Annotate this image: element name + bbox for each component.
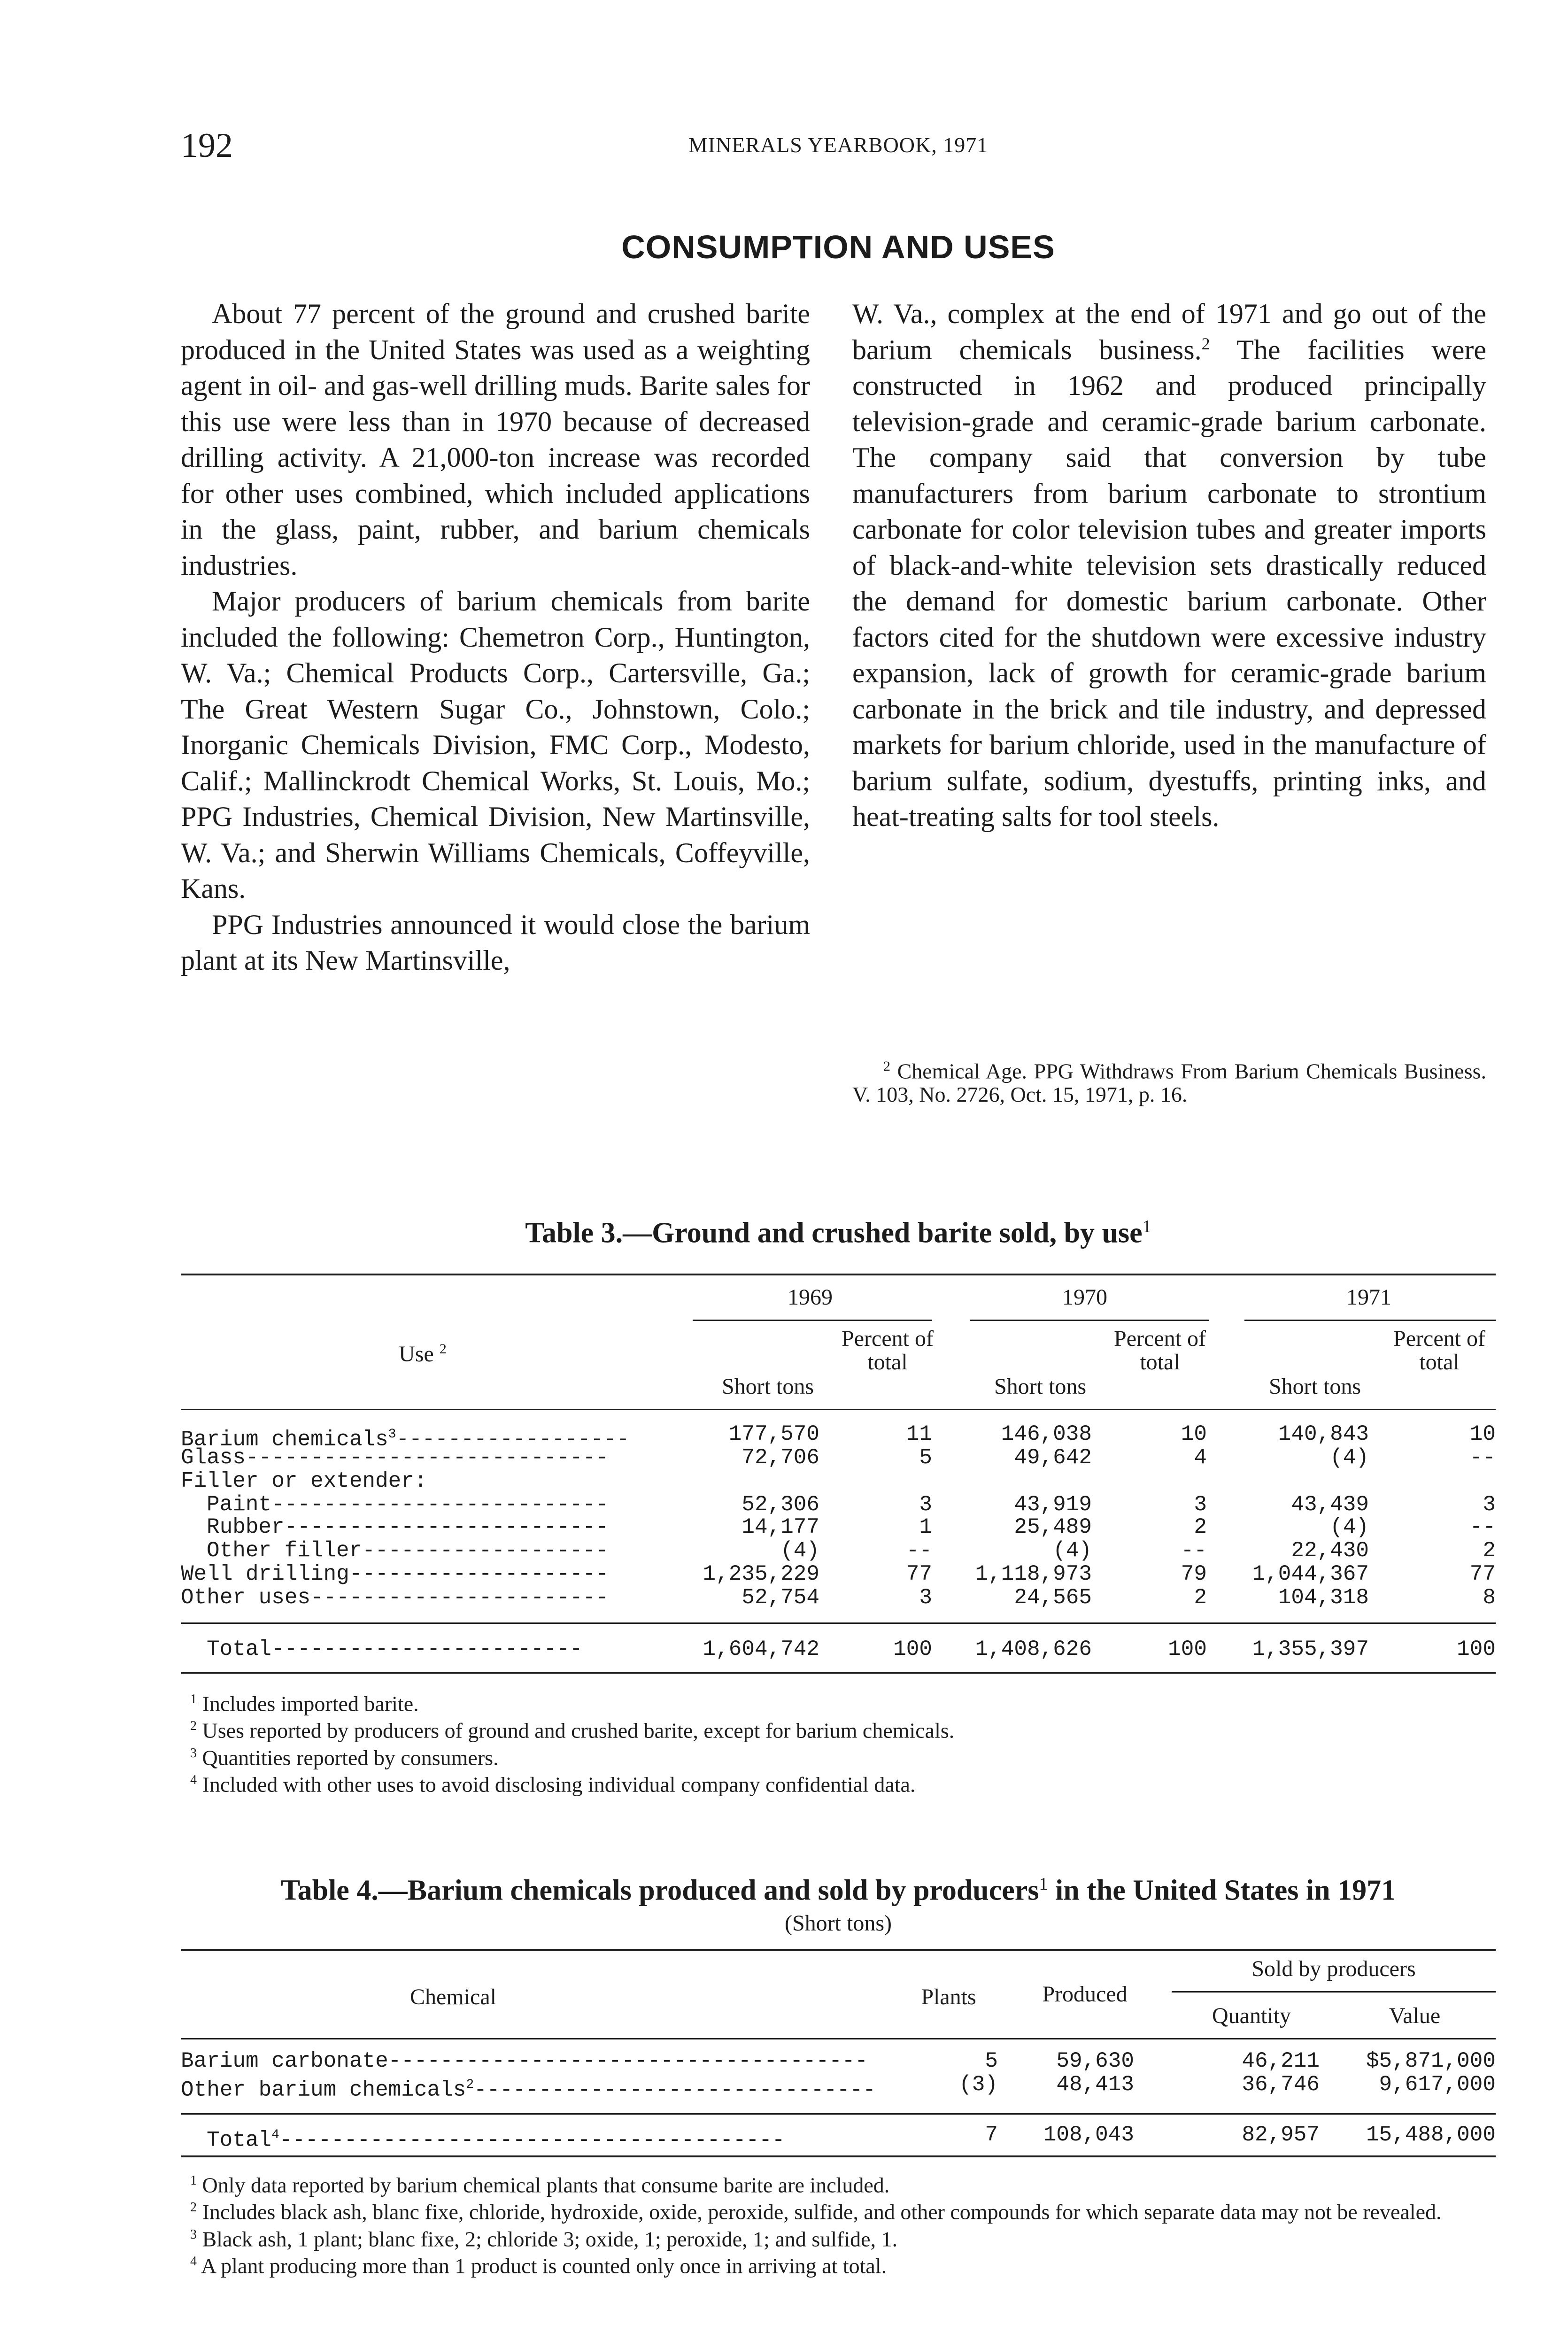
note-text: Included with other uses to avoid disclosing individual company confidential data. xyxy=(197,1772,916,1797)
table3-cell: -- xyxy=(1469,1515,1496,1539)
row-label-text: Other barium chemicals xyxy=(181,2078,466,2102)
table3-cell: 11 xyxy=(906,1422,932,1446)
note-mark: 1 xyxy=(190,2173,197,2188)
table3-year-1971: 1971 xyxy=(1346,1285,1391,1310)
row-leader-dots: -------------------------- xyxy=(271,1492,609,1517)
table3-cell: 2 xyxy=(1194,1585,1207,1610)
table3-row-label xyxy=(207,1516,609,1539)
row-label-text: Total xyxy=(207,1637,272,1661)
table3-cell: 25,489 xyxy=(1014,1515,1092,1539)
table4-cell: 59,630 xyxy=(1056,2049,1134,2073)
paragraph-consumption: About 77 percent of the ground and crushed barite produced in the United States was used as a weighting agent in oil- and gas-well drilling muds. Barite sales for this use were less than in 1970 because of decreased drilling activity. A 21,000-ton increase was recorded for other uses combined, which included applications in the glass, paint, rubber, and barium chemicals industries. xyxy=(181,298,810,581)
table3-use-header xyxy=(329,1337,517,1366)
table3-total-rule xyxy=(181,1622,1496,1624)
row-leader-dots: ------------------ xyxy=(396,1427,630,1452)
section-title: CONSUMPTION AND USES xyxy=(621,229,1055,265)
table4-caption-ref: 1 xyxy=(1039,1874,1048,1894)
table4-cell: 46,211 xyxy=(1242,2049,1320,2073)
paragraph-ppg-continued xyxy=(852,296,1486,835)
note-text: A plant producing more than 1 product is counted only once in arriving at total. xyxy=(197,2254,887,2278)
table3-note xyxy=(181,1769,1496,1796)
row-label-text: Rubber xyxy=(207,1515,285,1539)
paragraph-ppg: PPG Industries announced it would close the barium plant at its New Martinsville, xyxy=(181,909,810,976)
table3-rule-1970 xyxy=(970,1320,1209,1321)
table3-cell: 52,754 xyxy=(742,1585,819,1610)
table4-total-cell: 82,957 xyxy=(1242,2123,1320,2147)
note-mark: 3 xyxy=(190,1746,197,1761)
row-leader-dots: ----------------------- xyxy=(310,1585,609,1610)
table4-cell: 5 xyxy=(985,2049,998,2073)
table3-rule-1971 xyxy=(1244,1320,1496,1321)
table4-sold-rule xyxy=(1172,1991,1496,1993)
note-text: Black ash, 1 plant; blanc fixe, 2; chloride 3; oxide, 1; peroxide, 1; and sulfide, 1. xyxy=(197,2226,898,2251)
row-leader-dots: ------------------------- xyxy=(284,1515,609,1539)
paragraph-ppg-text-b: The facilities were constructed in 1962 and produced principally television-grade and ceramic-grade barium carbonate. The company said that conversion by tube manufacturers from barium carbonate to strontium carbonate for color television tubes and greater imports of black-and-white television sets drastically reduced the demand for domestic barium carbonate. Other factors cited for the shutdown were excessive industry expansion, lack of growth for ceramic-grade barium carbonate in the brick and tile industry, and depressed markets for barium chloride, used in the manufacture of barium sulfate, sodium, dyestuffs, printing inks, and heat-treating salts for tool steels. xyxy=(852,334,1487,832)
page-header: MINERALS YEARBOOK, 1971 xyxy=(688,133,989,157)
table3-cell: 77 xyxy=(1469,1562,1496,1586)
table3-notes xyxy=(181,1688,1496,1796)
table4-notes xyxy=(181,2170,1496,2277)
note-text: Uses reported by producers of ground and crushed barite, except for barium chemicals. xyxy=(197,1718,955,1743)
footnote-chemical-age xyxy=(852,1055,1486,1106)
table4-cell: 48,413 xyxy=(1056,2072,1134,2097)
row-label-text: Well drilling xyxy=(181,1562,349,1586)
table3-cell: 52,306 xyxy=(742,1492,819,1517)
table4-plants-header: Plants xyxy=(921,1985,976,2009)
table4-note xyxy=(181,2196,1496,2223)
table3-short-tons-1971: Short tons xyxy=(1268,1374,1361,1399)
table4-produced-header: Produced xyxy=(1042,1982,1128,2007)
table3-cell: 177,570 xyxy=(728,1422,819,1446)
body-column-right xyxy=(852,296,1486,835)
table3-top-rule xyxy=(181,1274,1496,1275)
table3-percent-1971: Percent of total xyxy=(1393,1326,1485,1375)
table3-cell: 77 xyxy=(906,1562,932,1586)
table3-total-cell: 100 xyxy=(893,1637,932,1661)
note-text: Includes imported barite. xyxy=(197,1691,419,1716)
table4-header-rule xyxy=(181,2038,1496,2039)
body-column-left xyxy=(181,296,810,979)
table3-year-1969: 1969 xyxy=(788,1285,833,1310)
table4-quantity-header: Quantity xyxy=(1212,2003,1291,2028)
table4-cell: (3) xyxy=(959,2072,998,2097)
table4-bottom-rule xyxy=(181,2155,1496,2157)
row-leader-dots: ------------------------------- xyxy=(474,2078,876,2102)
table3-use-header-text: Use xyxy=(399,1342,434,1367)
table3-cell: 3 xyxy=(919,1585,932,1610)
table3-total-cell: 1,604,742 xyxy=(703,1637,819,1661)
table3-cell: -- xyxy=(906,1538,932,1563)
table3-percent-1969: Percent of total xyxy=(842,1326,934,1375)
table3-cell: 1,235,229 xyxy=(703,1562,819,1586)
table3-total-label xyxy=(207,1638,583,1661)
table3-short-tons-1970: Short tons xyxy=(994,1374,1087,1399)
note-mark: 4 xyxy=(190,1772,197,1787)
table4-cell: 36,746 xyxy=(1242,2072,1320,2097)
table4-total-cell: 7 xyxy=(985,2123,998,2147)
table3-cell: 1,044,367 xyxy=(1252,1562,1369,1586)
table4-cell: 9,617,000 xyxy=(1379,2072,1496,2097)
table4-total-label xyxy=(207,2124,785,2152)
table4-note xyxy=(181,2224,1496,2250)
note-text: Only data reported by barium chemical plants that consume barite are included. xyxy=(197,2173,890,2197)
table3-cell: (4) xyxy=(1330,1445,1369,1470)
note-mark: 4 xyxy=(190,2254,197,2269)
table3-cell: 72,706 xyxy=(742,1445,819,1470)
table4-value-header: Value xyxy=(1389,2003,1441,2028)
note-text: Includes black ash, blanc fixe, chloride, hydroxide, oxide, peroxide, sulfide, and other compounds for which separate data may not be revealed. xyxy=(197,2200,1442,2224)
table4-total-cell: 15,488,000 xyxy=(1366,2123,1496,2147)
table3-cell: 3 xyxy=(919,1492,932,1517)
table3-cell: -- xyxy=(1469,1445,1496,1470)
table3-cell: 146,038 xyxy=(1001,1422,1092,1446)
table4-caption-tail: in the United States in 1971 xyxy=(1048,1874,1396,1907)
table3-cell: 140,843 xyxy=(1278,1422,1369,1446)
table3-cell: 1,118,973 xyxy=(975,1562,1092,1586)
table4-caption-text: Table 4.—Barium chemicals produced and sold by producers xyxy=(280,1874,1039,1907)
row-leader-dots: ---------------------------- xyxy=(246,1445,609,1470)
table3-total-cell: 1,355,397 xyxy=(1252,1637,1369,1661)
row-label-text: Barium carbonate xyxy=(181,2049,388,2073)
row-label-text: Paint xyxy=(207,1492,272,1517)
table4-top-rule xyxy=(181,1949,1496,1951)
table3-total-cell: 1,408,626 xyxy=(975,1637,1092,1661)
footnote-ref: 2 xyxy=(1201,334,1210,353)
table4-total-cell: 108,043 xyxy=(1043,2123,1134,2147)
row-label-text: Filler or extender: xyxy=(181,1469,427,1493)
table3-rule-1969 xyxy=(693,1320,932,1321)
table3-cell: 1 xyxy=(919,1515,932,1539)
table4-caption xyxy=(181,1874,1496,1936)
row-leader-dots: -------------------- xyxy=(349,1562,609,1586)
row-label-text: Other filler xyxy=(207,1538,363,1563)
table3-bottom-rule xyxy=(181,1672,1496,1674)
table4-row-label xyxy=(181,2073,876,2101)
running-head xyxy=(181,126,1496,168)
table3-cell: 2 xyxy=(1483,1538,1496,1563)
table3-total-cell: 100 xyxy=(1168,1637,1207,1661)
table3-cell: 22,430 xyxy=(1291,1538,1369,1563)
table3-cell: 49,642 xyxy=(1014,1445,1092,1470)
table3-row-label xyxy=(181,1586,609,1609)
paragraph-producers: Major producers of barium chemicals from barite included the following: Chemetron Corp., Huntington, W. Va.; Chemical Products Corp., Cartersville, Ga.; The Great Western Sugar Co., Johnstown, Colo.; Inorganic Chemicals Division, FMC Corp., Modesto, Calif.; Mallinckrodt Chemical Works, St. Louis, Mo.; PPG Industries, Chemical Division, New Martinsville, W. Va.; and Sherwin Williams Chemicals, Coffeyville, Kans. xyxy=(181,586,810,904)
table3-cell: 3 xyxy=(1483,1492,1496,1517)
table3-use-header-ref: 2 xyxy=(439,1341,447,1357)
table3-short-tons-1969: Short tons xyxy=(721,1374,814,1399)
row-label-ref: 3 xyxy=(388,1427,396,1442)
table3-note xyxy=(181,1688,1496,1715)
footnote-mark: 2 xyxy=(883,1058,890,1074)
row-label-text: Glass xyxy=(181,1445,246,1470)
table4-total-rule xyxy=(181,2113,1496,2115)
row-label-ref: 2 xyxy=(466,2078,474,2092)
table3-cell: 10 xyxy=(1469,1422,1496,1446)
table3-cell: 43,919 xyxy=(1014,1492,1092,1517)
table3-cell: 79 xyxy=(1181,1562,1207,1586)
table3-caption-ref: 1 xyxy=(1142,1217,1151,1236)
table3-caption xyxy=(181,1216,1496,1250)
paragraph-ppg-text-a: W. Va., complex at the end of 1971 and go out of the barium chemicals business. xyxy=(852,298,1486,365)
table4-cell: $5,871,000 xyxy=(1366,2049,1496,2073)
table4-row-label xyxy=(181,2050,868,2073)
table3-percent-1970: Percent of total xyxy=(1114,1326,1206,1375)
table3-cell: 104,318 xyxy=(1278,1585,1369,1610)
row-label-text: Barium chemicals xyxy=(181,1427,388,1452)
table4-note xyxy=(181,2170,1496,2196)
note-mark: 3 xyxy=(190,2227,197,2242)
table3-cell: -- xyxy=(1181,1538,1207,1563)
table3-row-label xyxy=(181,1563,609,1586)
table3-cell: 3 xyxy=(1194,1492,1207,1517)
row-leader-dots: ------------------------------------- xyxy=(388,2049,868,2073)
row-label-text: Total xyxy=(207,2128,272,2153)
row-leader-dots: ------------------------ xyxy=(271,1637,583,1661)
note-mark: 2 xyxy=(190,2200,197,2215)
page-number: 192 xyxy=(181,126,233,165)
table3-year-1970: 1970 xyxy=(1062,1285,1107,1310)
row-label-text: Other uses xyxy=(181,1585,311,1610)
table3-cell: (4) xyxy=(1330,1515,1369,1539)
footnote-text: Chemical Age. PPG Withdraws From Barium Chemicals Business. V. 103, No. 2726, Oct. 15, 1971, p. 16. xyxy=(852,1059,1486,1107)
table3-row-label xyxy=(181,1470,427,1493)
table3-cell: 4 xyxy=(1194,1445,1207,1470)
note-mark: 2 xyxy=(190,1719,197,1734)
row-leader-dots: --------------------------------------- xyxy=(279,2128,785,2153)
table3-cell: 2 xyxy=(1194,1515,1207,1539)
row-leader-dots: ------------------- xyxy=(362,1538,609,1563)
table3-note xyxy=(181,1715,1496,1742)
table4-chemical-header: Chemical xyxy=(410,1985,496,2009)
table3-row-label xyxy=(207,1493,609,1516)
table3-caption-text: Table 3.—Ground and crushed barite sold, by use xyxy=(525,1217,1143,1249)
table4-note xyxy=(181,2250,1496,2277)
table3-cell: (4) xyxy=(1053,1538,1092,1563)
table3-row-label xyxy=(207,1539,609,1562)
row-label-ref: 4 xyxy=(271,2128,279,2142)
table3-note xyxy=(181,1742,1496,1769)
table3-cell: 24,565 xyxy=(1014,1585,1092,1610)
table3-cell: 43,439 xyxy=(1291,1492,1369,1517)
table3-cell: 5 xyxy=(919,1445,932,1470)
note-mark: 1 xyxy=(190,1692,197,1707)
table3-total-cell: 100 xyxy=(1457,1637,1496,1661)
table3-cell: 10 xyxy=(1181,1422,1207,1446)
table4-sold-header: Sold by producers xyxy=(1251,1956,1416,1981)
table3-row-label xyxy=(181,1446,609,1469)
table3-cell: 8 xyxy=(1483,1585,1496,1610)
table4-subcaption: (Short tons) xyxy=(785,1910,892,1936)
note-text: Quantities reported by consumers. xyxy=(197,1745,499,1769)
table3-cell: 14,177 xyxy=(742,1515,819,1539)
table3-header-rule xyxy=(181,1409,1496,1410)
table3-cell: (4) xyxy=(780,1538,819,1563)
